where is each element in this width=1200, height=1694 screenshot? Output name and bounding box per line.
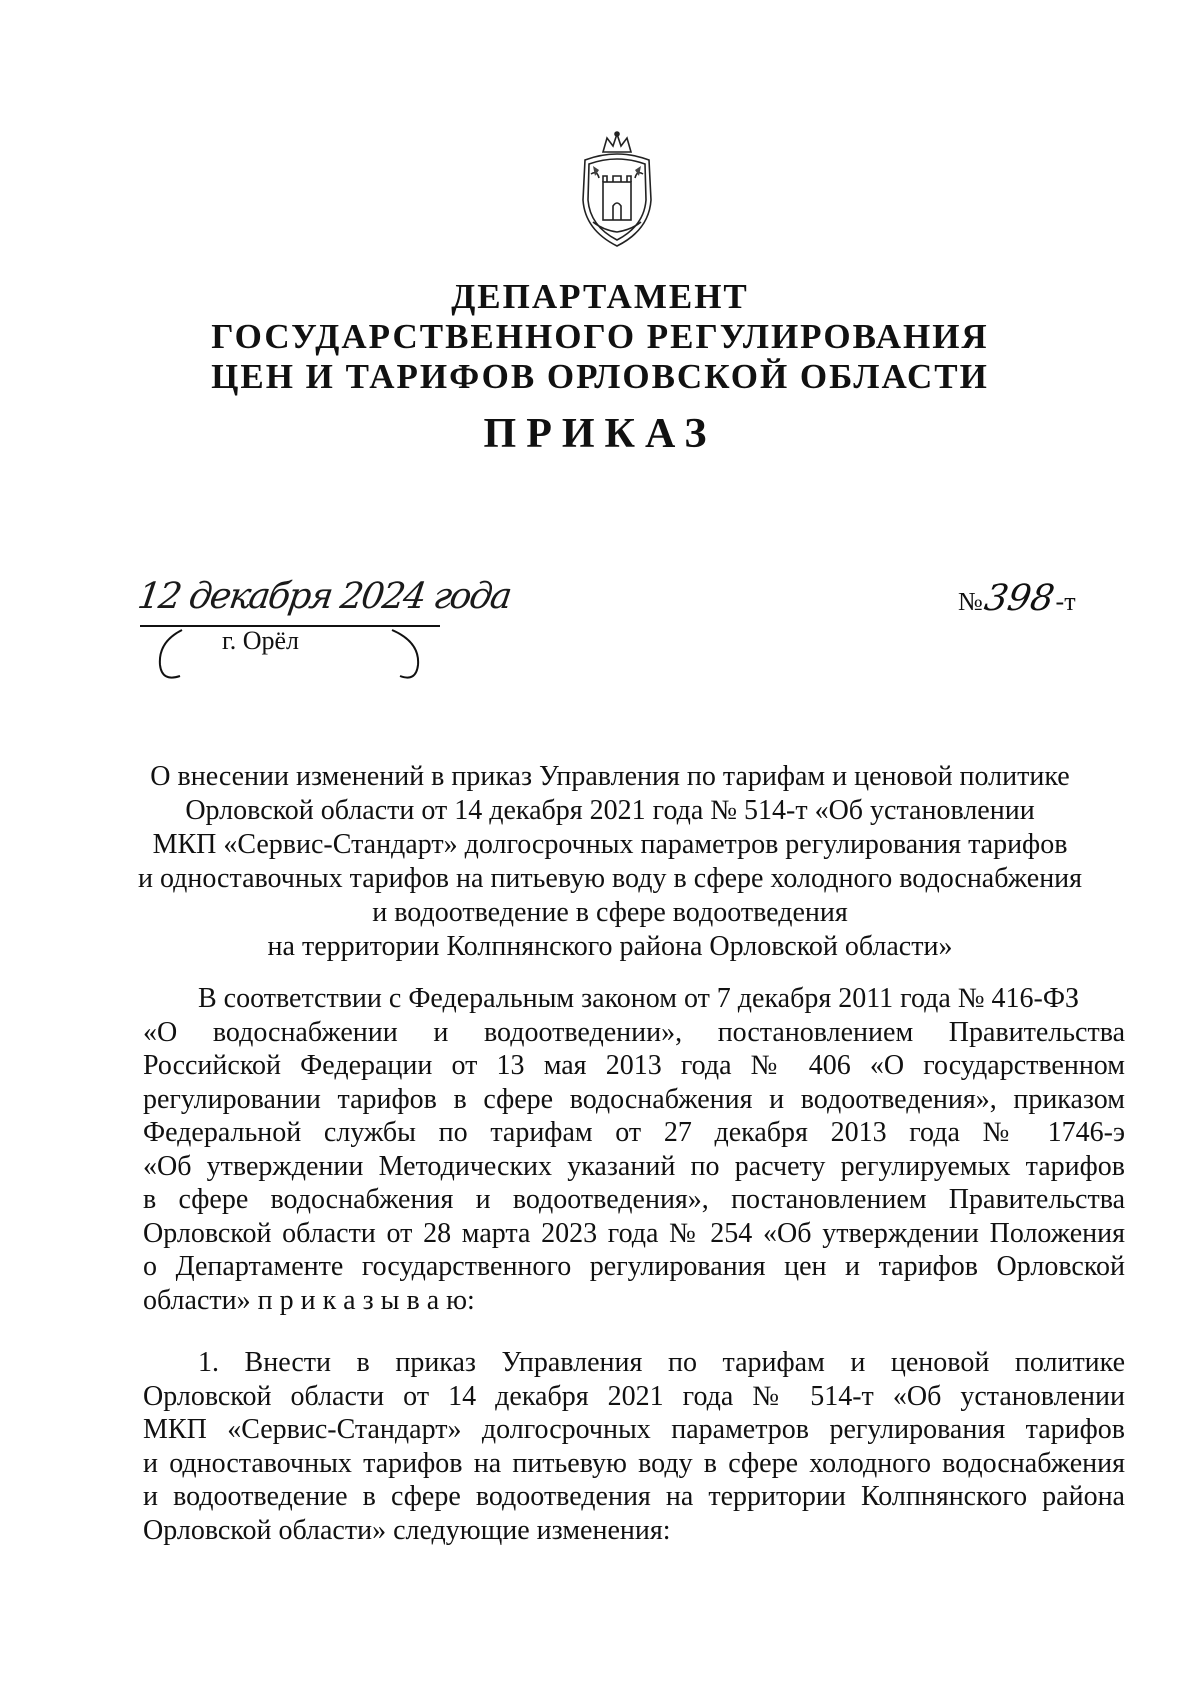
subject-line: МКП «Сервис-Стандарт» долгосрочных параметров регулирования тарифов [152,829,1068,860]
handwritten-number: 398 [981,578,1058,619]
order-subject [130,760,1090,964]
department-name-line-3: ЦЕН И ТАРИФОВ ОРЛОВСКОЙ ОБЛАСТИ [211,357,989,396]
paragraph-line: о Департаменте государственного регулирования цен и тарифов Орловской [143,1251,1125,1282]
document-type-title: ПРИКАЗ [483,411,717,457]
paragraph-line: Орловской области от 28 марта 2023 года № 254 «Об утверждении Положения [143,1217,1125,1249]
order-number [958,578,1076,619]
paragraph-line: Орловской области от 14 декабря 2021 года № 514-т «Об установлении [143,1380,1125,1412]
paragraph-line: Российской Федерации от 13 мая 2013 года № 406 «О государственном [143,1050,1125,1081]
preamble-paragraph [143,982,1125,1317]
department-name-line-1: ДЕПАРТАМЕНТ [451,277,749,316]
subject-line: и одноставочных тарифов на питьевую воду в сфере холодного водоснабжения [137,863,1083,894]
handwritten-date: 12 декабря 2024 года [135,576,513,617]
orel-oblast-coat-of-arms-icon [573,130,661,250]
department-header [0,277,1200,397]
paragraph-line: регулировании тарифов в сфере водоснабжения и водоотведения», приказом [143,1083,1125,1115]
subject-line: О внесении изменений в приказ Управления по тарифам и ценовой политике [150,761,1070,792]
paragraph-line: области» п р и к а з ы в а ю: [143,1284,475,1316]
paragraph-line: «О водоснабжении и водоотведении», постановлением Правительства [143,1016,1125,1048]
paragraph-line: в сфере водоснабжения и водоотведения», постановлением Правительства [143,1184,1125,1215]
subject-line: и водоотведение в сфере водоотведения [372,897,848,928]
date-block [130,570,513,690]
subject-line: на территории Колпнянского района Орловской области» [267,931,953,962]
paragraph-line: МКП «Сервис-Стандарт» долгосрочных параметров регулирования тарифов [143,1414,1125,1445]
number-sign: № [958,587,983,616]
paragraph-line: Орловской области» следующие изменения: [143,1514,671,1546]
paragraph-line: и водоотведение в сфере водоотведения на территории Колпнянского района [143,1481,1125,1512]
department-name-line-2: ГОСУДАРСТВЕННОГО РЕГУЛИРОВАНИЯ [211,317,989,356]
clause-1-paragraph [143,1346,1125,1547]
city-label: г. Орёл [222,626,300,655]
paragraph-line: и одноставочных тарифов на питьевую воду в сфере холодного водоснабжения [143,1447,1125,1479]
date-brackets [130,570,460,690]
paragraph-line: Федеральной службы по тарифам от 27 декабря 2013 года № 1746-э [143,1117,1125,1148]
subject-line: Орловской области от 14 декабря 2021 года № 514-т «Об установлении [185,795,1035,826]
number-suffix: -т [1055,587,1076,616]
paragraph-line: «Об утверждении Методических указаний по расчету регулируемых тарифов [143,1150,1125,1182]
paragraph-line: В соответствии с Федеральным законом от 7 декабря 2011 года № 416-ФЗ [198,983,1080,1014]
paragraph-line: 1. Внести в приказ Управления по тарифам и ценовой политике [198,1347,1125,1378]
